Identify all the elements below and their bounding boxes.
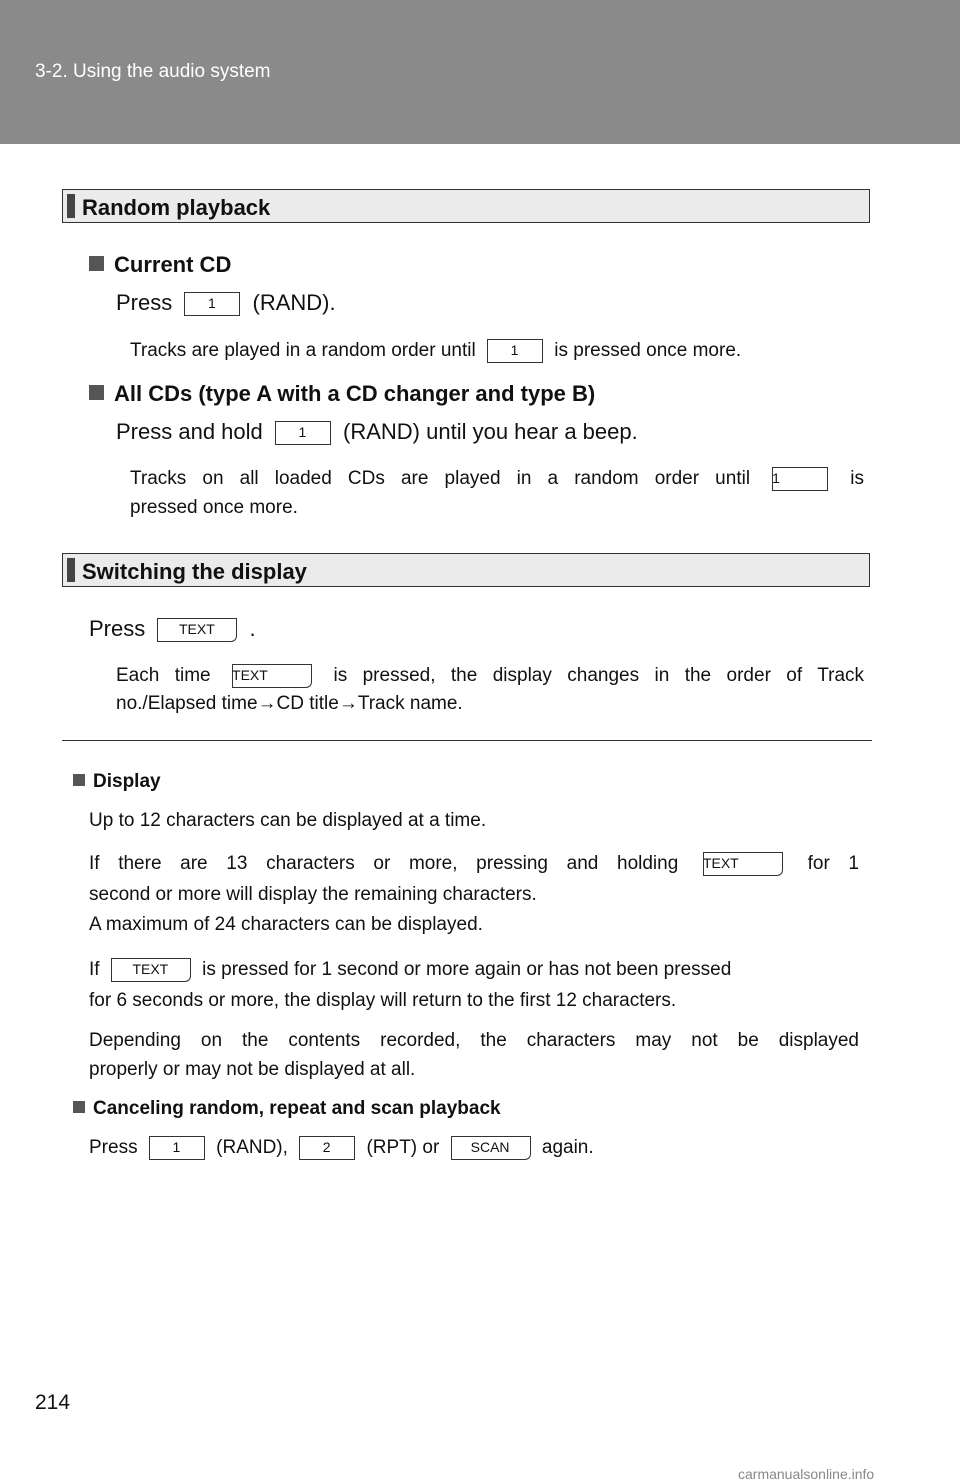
all-cds-title	[89, 381, 595, 407]
page-number: 214	[35, 1391, 71, 1414]
display-info-p2-line2: second or more will display the remaining characters.	[89, 884, 537, 905]
button-text-icon: TEXT	[157, 618, 237, 642]
switching-display-note: Each time TEXT is pressed, the display changes in the order of Track	[116, 665, 865, 687]
cancel-info-title: Canceling random, repeat and scan playback	[73, 1098, 501, 1120]
current-cd-title	[89, 252, 231, 278]
heading-text: Switching the display	[82, 559, 307, 584]
display-info-p4: Depending on the contents recorded, the characters may not be displayed	[89, 1030, 859, 1051]
display-info-p3: If TEXT is pressed for 1 second or more again or has not been pressed	[89, 959, 732, 981]
watermark: carmanualsonline.info	[738, 1466, 875, 1482]
square-bullet-icon	[89, 385, 104, 400]
button-text-icon: TEXT	[111, 958, 191, 982]
section-divider	[62, 740, 872, 741]
subtitle-text: All CDs (type A with a CD changer and type B)	[114, 381, 596, 406]
square-bullet-icon	[89, 256, 104, 271]
display-info-title: Display	[73, 771, 161, 793]
subtitle-text: Current CD	[114, 252, 232, 277]
all-cds-instruction: Press and hold 1 (RAND) until you hear a beep.	[116, 419, 638, 444]
button-1-icon: 1	[149, 1136, 205, 1160]
button-2-icon: 2	[299, 1136, 355, 1160]
square-bullet-icon	[73, 774, 85, 786]
switching-display-instruction: Press TEXT .	[89, 616, 256, 641]
display-info-p3-line2: for 6 seconds or more, the display will return to the first 12 characters.	[89, 990, 677, 1011]
heading-bar	[67, 194, 75, 218]
button-1-icon: 1	[487, 339, 543, 363]
heading-text: Random playback	[82, 195, 271, 220]
display-info-p1: Up to 12 characters can be displayed at a time.	[89, 810, 487, 831]
heading-bar	[67, 558, 75, 582]
display-info-p2-line3: A maximum of 24 characters can be displayed.	[89, 914, 483, 935]
all-cds-note: Tracks on all loaded CDs are played in a random order until 1 is	[130, 468, 864, 490]
switching-display-heading	[62, 553, 870, 587]
cancel-info-instruction: Press 1 (RAND), 2 (RPT) or SCAN again.	[89, 1137, 594, 1159]
button-text-icon: TEXT	[232, 664, 312, 688]
button-1-icon: 1	[275, 421, 331, 445]
page-header	[0, 0, 960, 144]
current-cd-instruction: Press 1 (RAND).	[116, 290, 336, 315]
button-scan-icon: SCAN	[451, 1136, 531, 1160]
all-cds-note-line2: pressed once more.	[130, 497, 298, 518]
switching-display-note-line2: no./Elapsed time→CD title→Track name.	[116, 693, 463, 714]
display-info-p4-line2: properly or may not be displayed at all.	[89, 1059, 416, 1080]
display-info-p2: If there are 13 characters or more, pressing and holding TEXT for 1	[89, 853, 859, 875]
button-1-icon: 1	[772, 467, 828, 491]
square-bullet-icon	[73, 1101, 85, 1113]
current-cd-note: Tracks are played in a random order until 1 is pressed once more.	[130, 340, 742, 362]
section-breadcrumb: 3-2. Using the audio system	[35, 61, 271, 82]
button-1-icon: 1	[184, 292, 240, 316]
button-text-icon: TEXT	[703, 852, 783, 876]
random-playback-heading	[62, 189, 870, 223]
